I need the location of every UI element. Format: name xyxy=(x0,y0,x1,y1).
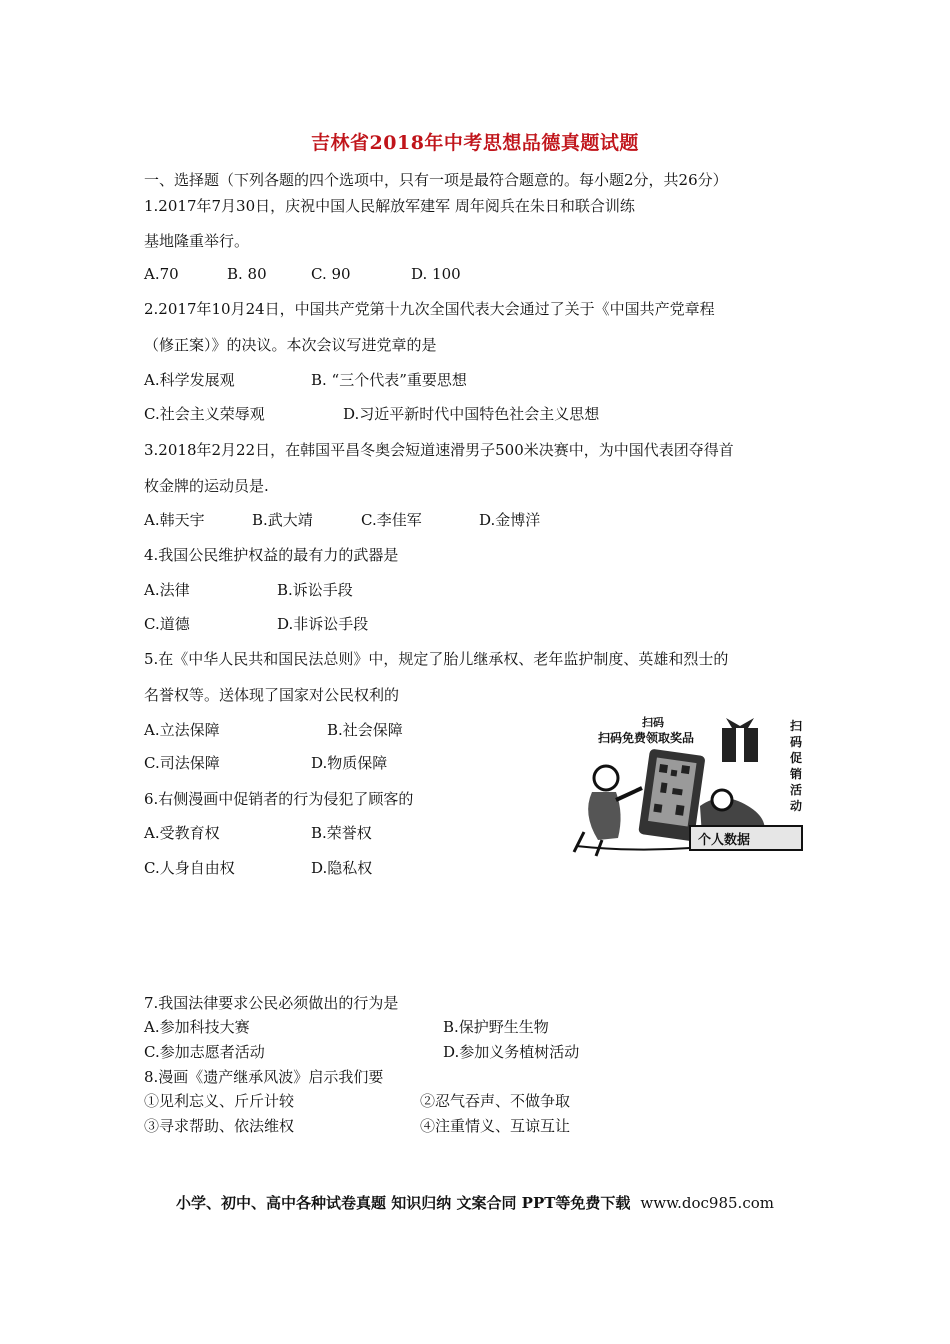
svg-text:扫: 扫 xyxy=(790,719,803,733)
personal-data-label: 个人数据 xyxy=(698,832,751,847)
q8-option-3: ③寻求帮助、依法维权 xyxy=(144,1117,295,1135)
q4-option-c: C.道德 xyxy=(144,615,190,633)
salesman-figure xyxy=(594,766,618,790)
q4-option-a: A.法律 xyxy=(144,581,190,599)
footer-url[interactable]: www.doc985.com xyxy=(640,1194,774,1212)
svg-text:动: 动 xyxy=(790,799,803,813)
svg-text:促: 促 xyxy=(790,751,803,765)
q7-option-d: D.参加义务植树活动 xyxy=(443,1043,580,1061)
svg-text:销: 销 xyxy=(790,767,803,781)
q2-option-b: B. “三个代表”重要思想 xyxy=(311,371,467,389)
q1-option-b: B. 80 xyxy=(227,265,267,283)
q6-option-c: C.人身自由权 xyxy=(144,859,235,877)
page-footer xyxy=(0,1192,950,1213)
q3-option-a: A.韩天宇 xyxy=(144,511,205,529)
question-6-text: 6.右侧漫画中促销者的行为侵犯了顾客的 xyxy=(144,790,414,808)
q1-option-c: C. 90 xyxy=(311,265,351,283)
section-heading: 一、选择题（下列各题的四个选项中，只有一项是最符合题意的。每小题2分，共26分） xyxy=(144,171,728,189)
q7-option-a: A.参加科技大赛 xyxy=(144,1018,250,1036)
question-1-text-cont: 基地隆重举行。 xyxy=(144,232,250,250)
question-8-text: 8.漫画《遗产继承风波》启示我们要 xyxy=(144,1068,384,1086)
question-2-text-cont: （修正案）》的决议。本次会议写进党章的是 xyxy=(144,336,437,354)
question-7-text: 7.我国法律要求公民必须做出的行为是 xyxy=(144,994,399,1012)
q4-option-d: D.非诉讼手段 xyxy=(277,615,369,633)
question-4-text: 4.我国公民维护权益的最有力的武器是 xyxy=(144,546,399,564)
q6-option-b: B.荣誉权 xyxy=(311,824,372,842)
q3-option-c: C.李佳军 xyxy=(361,511,422,529)
q8-option-2: ②忍气吞声、不做争取 xyxy=(420,1092,571,1110)
q5-option-b: B.社会保障 xyxy=(327,721,403,739)
question-3-text: 3.2018年2月22日，在韩国平昌冬奥会短道速滑男子500米决赛中，为中国代表团夺得首 xyxy=(144,441,734,459)
q7-option-b: B.保护野生生物 xyxy=(443,1018,549,1036)
q1-option-a: A.70 xyxy=(144,265,179,283)
scan-code-promotion-cartoon xyxy=(572,714,812,857)
q6-option-d: D.隐私权 xyxy=(311,859,373,877)
q3-option-d: D.金博洋 xyxy=(479,511,541,529)
svg-text:码: 码 xyxy=(790,735,803,749)
q1-option-d: D. 100 xyxy=(411,265,461,283)
q2-option-d: D.习近平新时代中国特色社会主义思想 xyxy=(343,405,600,423)
q5-option-d: D.物质保障 xyxy=(311,754,388,772)
q2-option-c: C.社会主义荣辱观 xyxy=(144,405,265,423)
q5-option-c: C.司法保障 xyxy=(144,754,220,772)
question-5-text: 5.在《中华人民共和国民法总则》中，规定了胎儿继承权、老年监护制度、英雄和烈士的 xyxy=(144,650,729,668)
q2-option-a: A.科学发展观 xyxy=(144,371,235,389)
question-1-text: 1.2017年7月30日，庆祝中国人民解放军建军 周年阅兵在朱日和联合训练 xyxy=(144,197,635,215)
page-title: 吉林省2018年中考思想品德真题试题 xyxy=(311,132,639,154)
cartoon-banner-text: 扫码免费领取奖品 xyxy=(598,731,695,745)
q3-option-b: B.武大靖 xyxy=(252,511,313,529)
q5-option-a: A.立法保障 xyxy=(144,721,220,739)
q7-option-c: C.参加志愿者活动 xyxy=(144,1043,265,1061)
q6-option-a: A.受教育权 xyxy=(144,824,220,842)
q4-option-b: B.诉讼手段 xyxy=(277,581,353,599)
question-5-text-cont: 名誉权等。送体现了国家对公民权利的 xyxy=(144,686,400,704)
cartoon-side-text xyxy=(790,718,802,813)
question-3-text-cont: 枚金牌的运动员是. xyxy=(144,477,269,495)
question-2-text: 2.2017年10月24日，中国共产党第十九次全国代表大会通过了关于《中国共产党章程 xyxy=(144,300,715,318)
svg-text:扫码: 扫码 xyxy=(642,717,664,729)
footer-text: 小学、初中、高中各种试卷真题 知识归纳 文案合同 PPT等免费下载 xyxy=(176,1194,631,1212)
q8-option-1: ①见利忘义、斤斤计较 xyxy=(144,1092,295,1110)
svg-text:活: 活 xyxy=(790,783,803,797)
q8-option-4: ④注重情义、互谅互让 xyxy=(420,1117,571,1135)
